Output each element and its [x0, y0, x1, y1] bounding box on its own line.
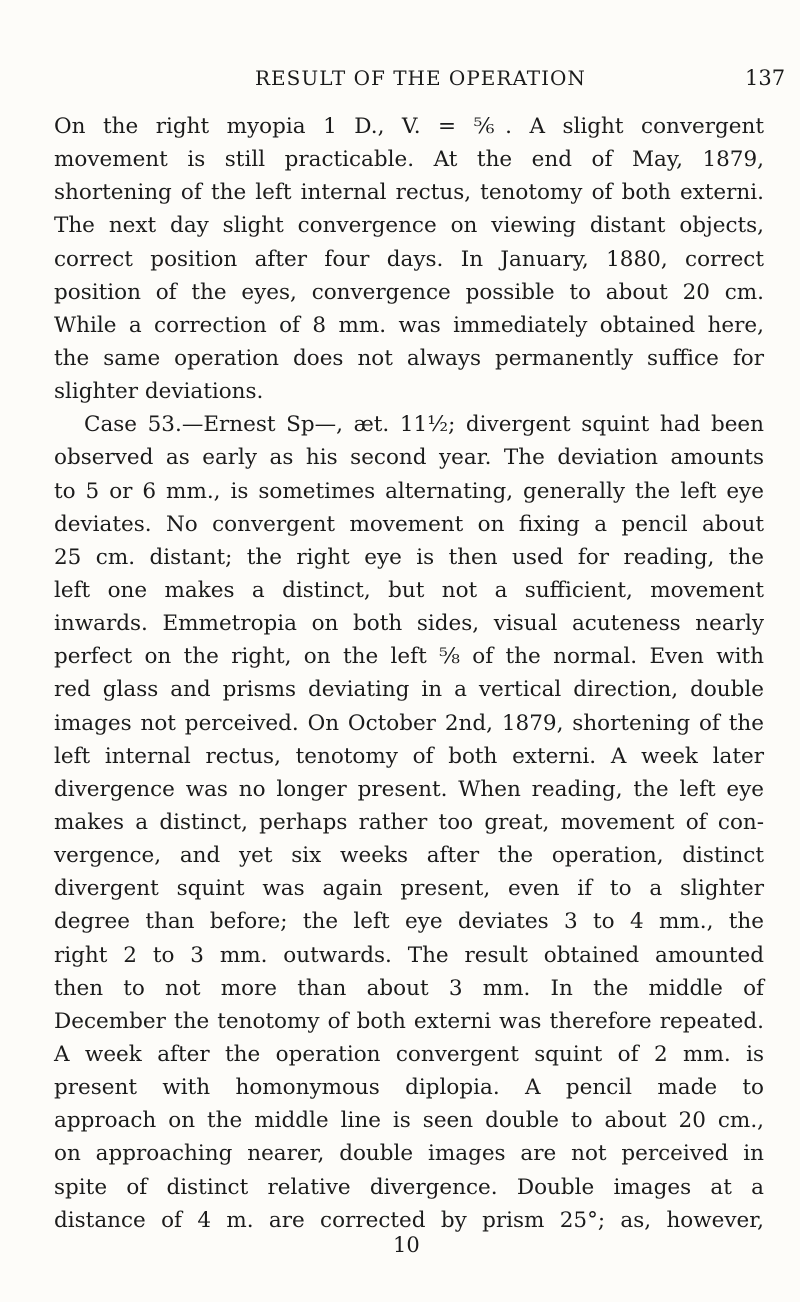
text-line: inwards. Emmetropia on both sides, visual acuteness nearly: [54, 611, 764, 637]
page-number: 137: [745, 66, 786, 90]
text-line: A week after the operation convergent squint of 2 mm. is: [54, 1041, 764, 1067]
text-line: slighter deviations.: [54, 379, 264, 405]
text-line: left internal rectus, tenotomy of both externi. A week later: [54, 743, 764, 769]
text-line: observed as early as his second year. The deviation amounts: [54, 445, 764, 471]
text-line: correct position after four days. In January, 1880, correct: [54, 246, 764, 272]
text-line: to 5 or 6 mm., is sometimes alternating, generally the left eye: [54, 478, 764, 504]
text-line: divergence was no longer present. When reading, the left eye: [54, 776, 764, 802]
running-head: RESULT OF THE OPERATION: [255, 66, 586, 90]
text-line: deviates. No convergent movement on fixing a pencil about: [54, 511, 764, 537]
text-line: the same operation does not always permanently suffice for: [54, 345, 764, 371]
text-line: shortening of the left internal rectus, tenotomy of both externi.: [54, 180, 764, 206]
signature-mark: 10: [393, 1233, 420, 1257]
text-line: on approaching nearer, double images are not perceived in: [54, 1141, 764, 1167]
text-line: right 2 to 3 mm. outwards. The result obtained amounted: [54, 942, 764, 968]
text-line: position of the eyes, convergence possible to about 20 cm.: [54, 279, 764, 305]
text-line: present with homonymous diplopia. A pencil made to: [54, 1075, 764, 1101]
page-header: [0, 66, 800, 96]
text-line: degree than before; the left eye deviates 3 to 4 mm., the: [54, 909, 764, 935]
text-line: 25 cm. distant; the right eye is then used for reading, the: [54, 544, 764, 570]
text-line: spite of distinct relative divergence. Double images at a: [54, 1174, 764, 1200]
text-line: perfect on the right, on the left ⅝ of the normal. Even with: [54, 644, 764, 670]
text-line: movement is still practicable. At the end of May, 1879,: [54, 147, 764, 173]
body-text: [54, 110, 764, 1237]
text-line: December the tenotomy of both externi was therefore repeated.: [54, 1008, 764, 1034]
text-line: Case 53.—Ernest Sp—, æt. 11½; divergent squint had been: [84, 412, 764, 438]
text-line: vergence, and yet six weeks after the operation, distinct: [54, 843, 764, 869]
text-line: red glass and prisms deviating in a vertical direction, double: [54, 677, 764, 703]
text-line: makes a distinct, perhaps rather too great, movement of con-: [54, 809, 764, 835]
text-line: On the right myopia 1 D., V. = ⅚. A slight convergent: [54, 114, 764, 139]
text-line: images not perceived. On October 2nd, 1879, shortening of the: [54, 710, 764, 736]
text-line: distance of 4 m. are corrected by prism 25°; as, however,: [54, 1207, 764, 1233]
text-line: The next day slight convergence on viewing distant objects,: [54, 213, 764, 239]
text-line: approach on the middle line is seen double to about 20 cm.,: [54, 1108, 764, 1134]
text-line: divergent squint was again present, even if to a slighter: [54, 876, 764, 902]
text-line: then to not more than about 3 mm. In the middle of: [54, 975, 764, 1001]
text-line: While a correction of 8 mm. was immediately obtained here,: [54, 312, 764, 338]
text-line: left one makes a distinct, but not a sufficient, movement: [54, 577, 764, 603]
